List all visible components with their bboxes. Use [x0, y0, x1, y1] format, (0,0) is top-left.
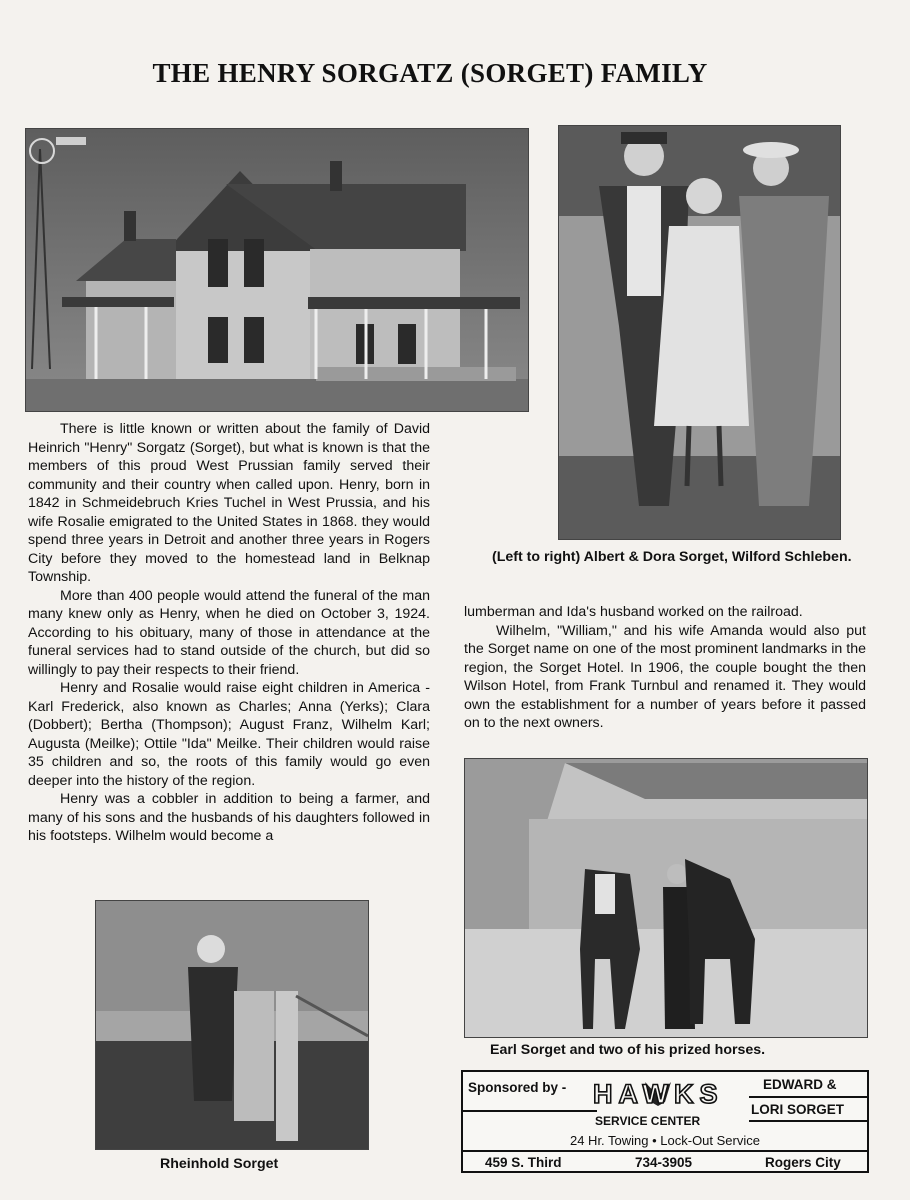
farmhouse-photo: [25, 128, 529, 412]
sponsor-divider: [463, 1150, 867, 1152]
sponsor-box: [461, 1070, 869, 1173]
article-paragraph: Henry and Rosalie would raise eight children in America - Karl Frederick, also known as Charles; Anna (Yerks); Clara (Dobbert); Bertha (Thompson); August Franz, Wilhelm Karl; Augusta (Meilke); Ottile "Ida" Meilke. Their children would raise 35 children and so, the roots of this family would go even deeper into the history of the region.: [28, 680, 430, 789]
service-center-label: SERVICE CENTER: [595, 1114, 701, 1128]
sponsor-divider: [749, 1096, 867, 1098]
article-left-column: [28, 420, 430, 846]
horses-caption: Earl Sorget and two of his prized horses.: [490, 1042, 766, 1058]
sponsor-city: Rogers City: [765, 1155, 841, 1170]
horses-photo: [464, 758, 868, 1038]
article-right-column: [464, 603, 866, 733]
sponsor-divider: [749, 1120, 867, 1122]
article-paragraph: More than 400 people would attend the funeral of the man many knew only as Henry, when he died on October 3, 1924. According to his obituary, many of those in attendance at the funeral services had to stand outside of the church, but did so willingly to pay their respects to their friend.: [28, 587, 430, 678]
rheinhold-photo: [95, 900, 369, 1150]
lori-name-line: LORI SORGET: [751, 1102, 845, 1117]
services-line: 24 Hr. Towing • Lock-Out Service: [569, 1133, 760, 1148]
hawk-wings-logo-icon: [593, 1076, 723, 1112]
article-paragraph: Wilhelm, "William," and his wife Amanda would also put the Sorget name on one of the most prominent landmarks in the region, the Sorget Hotel. In 1906, the couple bought the then Wilson Hotel, from Frank Turnbul and renamed it. They would own the establishment for a number of years before it passed on to the next owners.: [464, 622, 866, 731]
sponsor-address: 459 S. Third: [485, 1155, 562, 1170]
page-title: THE HENRY SORGATZ (SORGET) FAMILY: [152, 58, 708, 88]
article-paragraph: There is little known or written about the family of David Heinrich "Henry" Sorgatz (Sorget), but what is known is that the members of this proud West Prussian family served their community and their country when called upon. Henry, born in 1842 in Schmeidebruch Kries Tuchel in West Prussia, and his wife Rosalie emigrated to the United States in 1868. they would spend three years in Detroit and another three years in Rogers City before they moved to the homestead land in Belknap Township.: [28, 421, 430, 585]
sponsored-by-label: Sponsored by -: [468, 1080, 567, 1095]
sponsor-divider: [463, 1110, 597, 1112]
rheinhold-caption: Rheinhold Sorget: [160, 1156, 279, 1172]
edward-name-line: EDWARD &: [763, 1077, 837, 1092]
logo-text: HAWKS: [593, 1079, 724, 1109]
sponsor-phone: 734-3905: [635, 1155, 693, 1170]
group-portrait-caption: (Left to right) Albert & Dora Sorget, Wilford Schleben.: [492, 549, 852, 565]
article-continuation: lumberman and Ida's husband worked on the railroad.: [464, 604, 803, 620]
group-portrait-photo: [558, 125, 841, 540]
article-paragraph: Henry was a cobbler in addition to being a farmer, and many of his sons and the husbands of his daughters followed in his footsteps. Wilhelm would become a: [28, 791, 430, 844]
